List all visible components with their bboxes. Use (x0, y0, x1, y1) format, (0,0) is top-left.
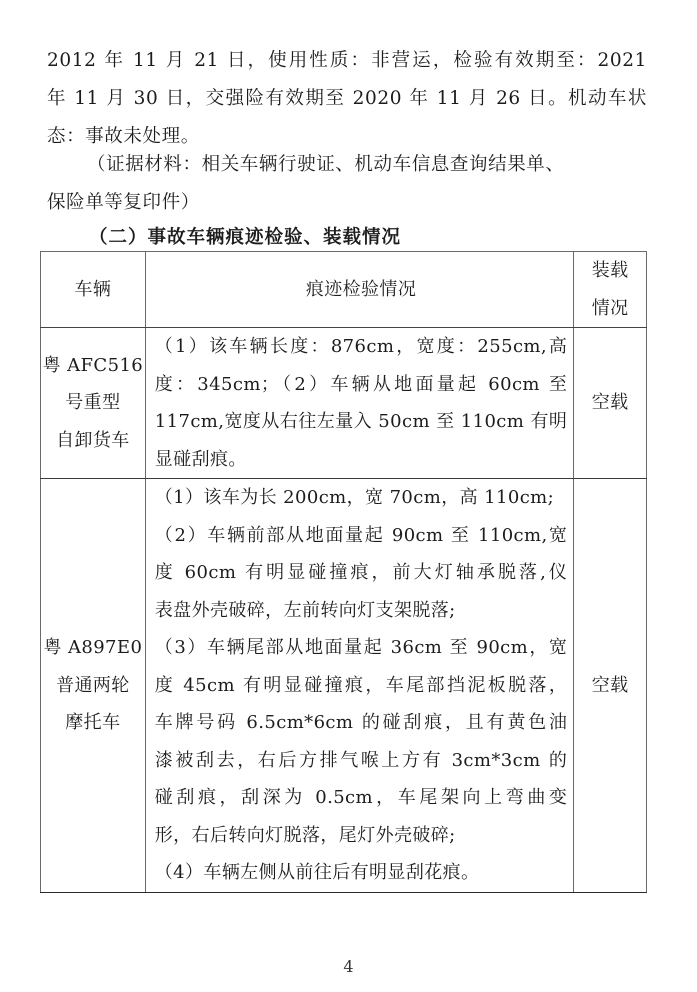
trace-line: 度：345cm；（2）车辆从地面量起 60cm 至 (154, 373, 568, 395)
trace-line: 117cm,宽度从右往左量入 50cm 至 110cm 有明 (154, 411, 568, 432)
trace-line: 形，右后转向灯脱落，尾灯外壳破碎; (154, 824, 456, 846)
header-load-status (574, 252, 647, 328)
trace-line: （2）车辆前部从地面量起 90cm 至 110cm,宽 (154, 524, 568, 546)
trace-line: 显碰刮痕。 (154, 448, 247, 470)
vehicle-registration-paragraph (47, 42, 647, 156)
vehicle-line: 粤 AFC516 (42, 354, 144, 376)
vehicle-trace-table (40, 251, 647, 893)
table-row (41, 328, 647, 479)
paragraph-line: 年 11 月 30 日，交强险有效期至 2020 年 11 月 26 日。机动车状 (47, 88, 647, 109)
vehicle-cell (41, 479, 146, 893)
header-load-line: 装载 (591, 260, 629, 281)
header-vehicle: 车辆 (41, 252, 146, 328)
trace-line: 漆被刮去，右后方排气喉上方有 3cm*3cm 的 (154, 749, 568, 771)
trace-line: 车牌号码 6.5cm*6cm 的碰刮痕，且有黄色油 (154, 712, 568, 733)
trace-line: 度 60cm 有明显碰撞痕，前大灯轴承脱落,仪 (154, 562, 568, 583)
vehicle-line: 普通两轮 (56, 674, 130, 696)
trace-line: （4）车辆左侧从前往后有明显刮花痕。 (154, 862, 480, 883)
paragraph-line: 态：事故未处理。 (47, 126, 200, 147)
paragraph-line: （证据材料：相关车辆行驶证、机动车信息查询结果单、 (87, 154, 565, 175)
trace-line: 表盘外壳破碎，左前转向灯支架脱落; (154, 599, 456, 621)
page-number: 4 (343, 957, 354, 976)
vehicle-line: 自卸货车 (56, 429, 130, 451)
trace-line: （1）该车为长 200cm，宽 70cm，高 110cm; (154, 487, 555, 508)
trace-cell (145, 479, 574, 893)
trace-line: （1）该车辆长度：876cm，宽度：255cm,高 (154, 336, 568, 357)
vehicle-cell (41, 328, 146, 479)
load-cell: 空载 (574, 479, 647, 893)
section-heading: （二）事故车辆痕迹检验、装载情况 (89, 227, 402, 248)
trace-line: （3）车辆尾部从地面量起 36cm 至 90cm，宽 (154, 637, 568, 658)
load-cell: 空载 (574, 328, 647, 479)
vehicle-line: 粤 A897E0 (43, 637, 143, 658)
paragraph-line: 2012 年 11 月 21 日，使用性质：非营运，检验有效期至：2021 (47, 50, 647, 71)
trace-line: 度 45cm 有明显碰撞痕，车尾部挡泥板脱落， (154, 674, 568, 696)
paragraph-line: 保险单等复印件） (47, 192, 200, 213)
table-row (41, 479, 647, 893)
header-trace-inspection: 痕迹检验情况 (145, 252, 574, 328)
vehicle-line: 号重型 (65, 392, 121, 414)
vehicle-line: 摩托车 (65, 712, 121, 733)
trace-cell (145, 328, 574, 479)
table-header-row (41, 252, 647, 328)
header-load-line: 情况 (591, 297, 629, 319)
trace-line: 碰刮痕，刮深为 0.5cm，车尾架向上弯曲变 (154, 787, 568, 808)
evidence-materials-paragraph (47, 146, 647, 222)
